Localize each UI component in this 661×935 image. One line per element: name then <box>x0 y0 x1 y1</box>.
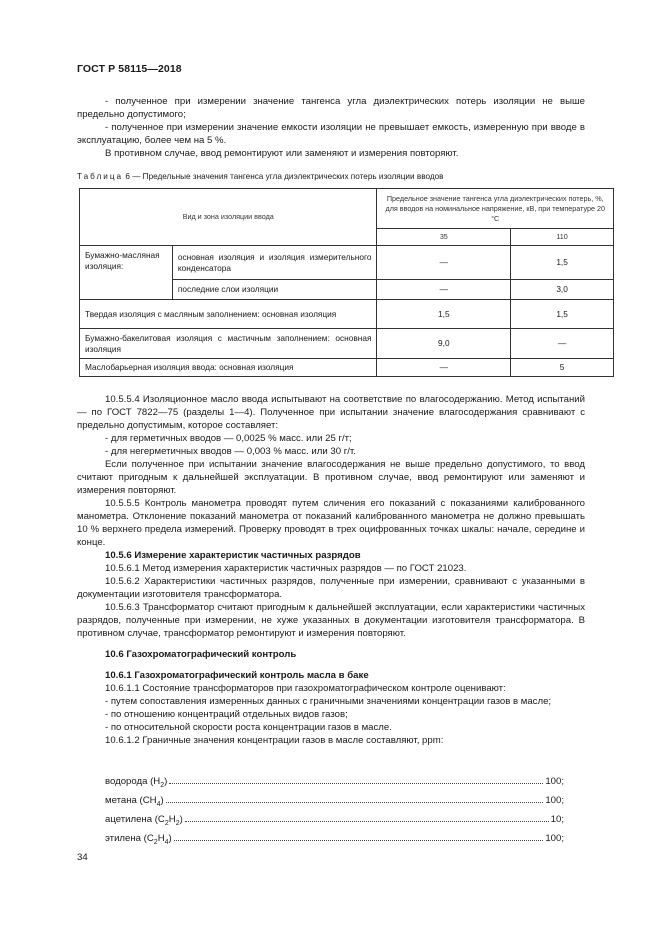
gas-row-ethylene <box>77 833 564 852</box>
dot-leader <box>169 783 543 784</box>
gas-row-hydrogen <box>77 776 564 795</box>
table-cell-value-110: — <box>511 329 614 359</box>
page-number: 34 <box>77 852 88 863</box>
gas-value: 100; <box>545 776 564 787</box>
gas-name: метана $(CH_4)$ <box>105 795 164 808</box>
table-cell-value-110: 1,5 <box>511 300 614 329</box>
heading-10-6-1: 10.6.1 Газохроматографический контроль масла в баке <box>105 670 369 681</box>
table-caption <box>77 172 444 181</box>
intro-paragraph-3: В противном случае, ввод ремонтируют или заменяют и измерения повторяют. <box>105 148 459 159</box>
table-cell-value-35: 9,0 <box>377 329 511 359</box>
list-item: - путем сопоставления измеренных данных с граничными значениями концентрации газов в масле; <box>105 696 552 707</box>
dot-leader <box>185 821 549 822</box>
table-cell-zone: последние слои изоляции <box>172 280 377 300</box>
table-cell-value-35: 1,5 <box>377 300 511 329</box>
table-caption-text: 6 — Предельные значения тангенса угла диэлектрических потерь изоляции вводов <box>125 172 444 181</box>
gas-row-methane <box>77 795 564 814</box>
dot-leader <box>174 840 544 841</box>
table-cell-value-35: — <box>377 246 511 280</box>
table-cell-value-110: 1,5 <box>511 246 614 280</box>
table-cell-value-110: 5 <box>511 359 614 377</box>
list-item: - для негерметичных вводов — 0,003 % масс. или 30 г/т. <box>105 446 356 457</box>
dot-leader <box>166 802 544 803</box>
col-header-110kv: 110 <box>511 229 614 246</box>
gas-value: 10; <box>550 814 564 825</box>
table-caption-label: Таблица <box>77 172 124 181</box>
gas-row-acetylene <box>77 814 564 833</box>
section-10-6-1-2: 10.6.1.2 Граничные значения концентрации газов в масле составляют, ppm: <box>105 735 444 746</box>
document-header: ГОСТ Р 58115—2018 <box>77 63 182 75</box>
heading-10-5-6: 10.5.6 Измерение характеристик частичных разрядов <box>105 550 361 561</box>
section-10-5-5-4: 10.5.5.4 Изоляционное масло ввода испытывают на соответствие по влагосодержанию. Метод испытаний — по ГОСТ 7822—75 (разделы 1—4). Полученное при испытании значение влагосодержания сравнивают с предельно допустимым, которое составляет: <box>77 394 585 431</box>
section-10-5-6-3: 10.5.6.3 Трансформатор считают пригодным к дальнейшей эксплуатации, если характеристики частичных разрядов, полученные при измерении, не хуже указанных в документации изготовителя трансформатора. В противном случае, трансформатор ремонтируют и измерения повторяют. <box>77 602 585 639</box>
section-10-6-1-1: 10.6.1.1 Состояние трансформаторов при газохроматографическом контроле оценивают: <box>105 683 506 694</box>
list-item: - по относительной скорости роста концентрации газов в масле. <box>105 722 392 733</box>
heading-10-6: 10.6 Газохроматографический контроль <box>105 649 297 660</box>
gas-name: ацетилена $(C_2H_2)$ <box>105 814 183 827</box>
list-item: - для герметичных вводов — 0,0025 % масс. или 25 г/т; <box>105 433 352 444</box>
table-cell-zone: Бумажно-бакелитовая изоляция с мастичным заполнением: основная изоляция <box>80 329 377 359</box>
table-cell-value-35: — <box>377 359 511 377</box>
gas-value: 100; <box>545 833 564 844</box>
paragraph: Если полученное при испытании значение влагосодержания не выше предельно допустимого, то ввод считают пригодным к дальнейшей эксплуатации. В противном случае, ввод ремонтируют или заменяют и измерения повторяют. <box>77 459 585 496</box>
gas-limits-list <box>77 776 564 852</box>
row-group-paper-oil: Бумажно-масляная изоляция: <box>80 246 173 300</box>
intro-paragraph-2: - полученное при измерении значение емкости изоляции не превышает емкость, измеренную при вводе в эксплуатацию, более чем на 5 %. <box>77 122 585 146</box>
table-cell-zone: Маслобарьерная изоляция ввода: основная изоляция <box>80 359 377 377</box>
section-10-5-6-2: 10.5.6.2 Характеристики частичных разрядов, полученные при измерении, сравнивают с указанными в документации изготовителя трансформатора. <box>77 576 585 600</box>
table-cell-zone: основная изоляция и изоляция измерительного конденсатора <box>172 246 377 280</box>
col-header-35kv: 35 <box>377 229 511 246</box>
gas-name: этилена $(C_2H_4)$ <box>105 833 172 846</box>
col-header-limit: Предельное значение тангенса угла диэлектрических потерь, %, для вводов на номинальное напряжение, кВ, при температуре 20 °С <box>377 189 614 229</box>
table-cell-value-110: 3,0 <box>511 280 614 300</box>
gas-name: водорода $(H_2)$ <box>105 776 168 789</box>
table-6 <box>79 188 614 377</box>
intro-block <box>77 95 585 160</box>
list-item: - по отношению концентраций отдельных видов газов; <box>105 709 348 720</box>
table-cell-zone: Твердая изоляция с масляным заполнением: основная изоляция <box>80 300 377 329</box>
col-header-insulation: Вид и зона изоляции ввода <box>80 189 377 246</box>
section-10-5-5-5: 10.5.5.5 Контроль манометра проводят путем сличения его показаний с показаниями калиброванного манометра. Отклонение показаний манометра от показаний калиброванного манометра не должно превышать 10 % верхнего предела измерений. Проверку проводят в трех оцифрованных точках шкалы: начале, середине и конце. <box>77 498 585 548</box>
gas-value: 100; <box>545 795 564 806</box>
section-10-5-6-1: 10.5.6.1 Метод измерения характеристик частичных разрядов — по ГОСТ 21023. <box>105 563 467 574</box>
intro-paragraph-1: - полученное при измерении значение тангенса угла диэлектрических потерь изоляции не выше предельно допустимого; <box>77 96 585 120</box>
main-text <box>77 393 585 747</box>
table-cell-value-35: — <box>377 280 511 300</box>
